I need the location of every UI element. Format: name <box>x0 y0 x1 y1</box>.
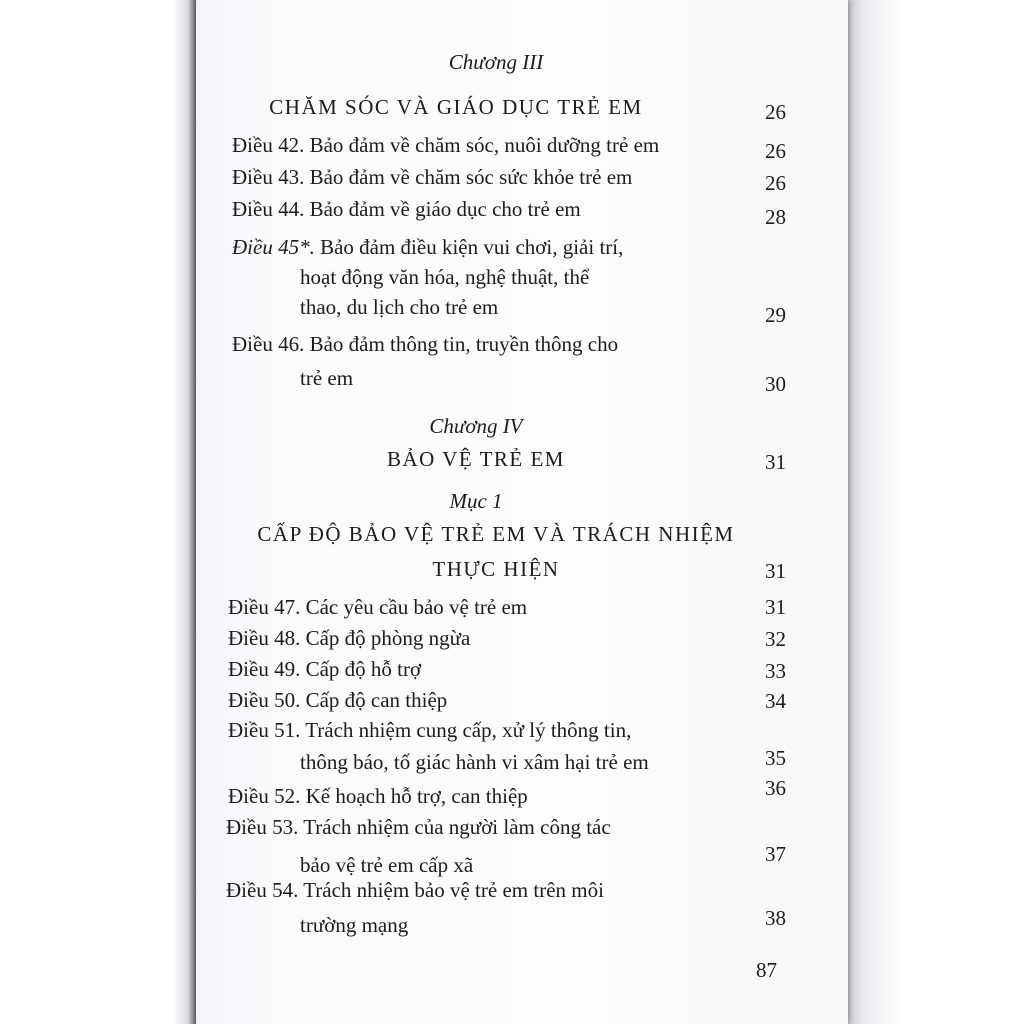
entry-page: 37 <box>765 842 786 866</box>
entry-label: Điều 45*. <box>232 235 315 259</box>
entry-page: 31 <box>765 595 786 619</box>
toc-entry-dieu-54[interactable] <box>226 880 604 901</box>
entry-title: Cấp độ hỗ trợ <box>305 657 422 681</box>
toc-entry-dieu-47[interactable] <box>228 597 527 618</box>
toc-entry-dieu-53[interactable] <box>226 817 611 838</box>
entry-page: 38 <box>765 906 786 930</box>
chapter-4-label: Chương IV <box>429 414 523 438</box>
entry-title: Cấp độ phòng ngừa <box>305 626 471 650</box>
entry-page: 32 <box>765 627 786 651</box>
toc-entry-dieu-50[interactable] <box>228 690 447 711</box>
entry-title-cont: trường mạng <box>300 913 409 937</box>
entry-label: Điều 48. <box>228 626 301 650</box>
toc-entry-dieu-51[interactable] <box>228 720 631 741</box>
section-1-title-cont: THỰC HIỆN <box>432 557 560 581</box>
entry-label: Điều 43. <box>232 165 305 189</box>
entry-label: Điều 47. <box>228 595 301 619</box>
entry-label: Điều 50. <box>228 688 301 712</box>
entry-title: Trách nhiệm bảo vệ trẻ em trên môi <box>303 878 604 902</box>
toc-entry-dieu-45[interactable] <box>232 237 623 258</box>
entry-page: 33 <box>765 659 786 683</box>
entry-title: Trách nhiệm cung cấp, xử lý thông tin, <box>305 718 632 742</box>
entry-title: Bảo đảm về chăm sóc sức khỏe trẻ em <box>309 165 633 189</box>
entry-label: Điều 52. <box>228 784 301 808</box>
entry-page: 26 <box>765 139 786 163</box>
entry-title: Trách nhiệm của người làm công tác <box>303 815 611 839</box>
toc-entry-dieu-49[interactable] <box>228 659 421 680</box>
entry-page: 30 <box>765 372 786 396</box>
entry-label: Điều 42. <box>232 133 305 157</box>
page-number: 87 <box>756 958 777 982</box>
entry-label: Điều 44. <box>232 197 305 221</box>
entry-page: 28 <box>765 205 786 229</box>
entry-label: Điều 54. <box>226 878 299 902</box>
entry-title: Các yêu cầu bảo vệ trẻ em <box>305 595 528 619</box>
section-1-page: 31 <box>765 559 786 583</box>
entry-label: Điều 46. <box>232 332 305 356</box>
entry-title: Bảo đảm điều kiện vui chơi, giải trí, <box>320 235 624 259</box>
section-1-title: CẤP ĐỘ BẢO VỆ TRẺ EM VÀ TRÁCH NHIỆM <box>257 522 735 546</box>
toc-entry-dieu-43[interactable] <box>232 167 632 188</box>
entry-page: 35 <box>765 746 786 770</box>
background-edge <box>848 0 1024 1024</box>
toc-entry-dieu-44[interactable] <box>232 199 581 220</box>
chapter-3-title: CHĂM SÓC VÀ GIÁO DỤC TRẺ EM <box>269 95 643 119</box>
entry-page: 36 <box>765 776 786 800</box>
toc-entry-dieu-48[interactable] <box>228 628 470 649</box>
entry-title-cont: trẻ em <box>300 366 354 390</box>
toc-entry-dieu-46[interactable] <box>232 334 618 355</box>
entry-label: Điều 49. <box>228 657 301 681</box>
entry-title-cont: thao, du lịch cho trẻ em <box>300 295 499 319</box>
entry-title: Kế hoạch hỗ trợ, can thiệp <box>305 784 528 808</box>
entry-label: Điều 51. <box>228 718 301 742</box>
book-page <box>196 0 848 1024</box>
entry-title: Cấp độ can thiệp <box>305 688 448 712</box>
entry-title-cont: thông báo, tố giác hành vi xâm hại trẻ em <box>300 750 649 774</box>
entry-title: Bảo đảm về chăm sóc, nuôi dưỡng trẻ em <box>309 133 660 157</box>
section-1-label: Mục 1 <box>449 489 503 513</box>
book-spine-shadow <box>0 0 196 1024</box>
toc-entry-dieu-42[interactable] <box>232 135 659 156</box>
entry-page: 34 <box>765 689 786 713</box>
entry-title: Bảo đảm về giáo dục cho trẻ em <box>309 197 581 221</box>
entry-title-cont: bảo vệ trẻ em cấp xã <box>300 853 474 877</box>
entry-label: Điều 53. <box>226 815 299 839</box>
entry-page: 26 <box>765 171 786 195</box>
entry-page: 29 <box>765 303 786 327</box>
chapter-3-label: Chương III <box>448 50 544 74</box>
chapter-4-page: 31 <box>765 450 786 474</box>
chapter-4-title: BẢO VỆ TRẺ EM <box>387 447 565 471</box>
entry-title-cont: hoạt động văn hóa, nghệ thuật, thể <box>300 265 590 289</box>
entry-title: Bảo đảm thông tin, truyền thông cho <box>309 332 619 356</box>
chapter-3-page: 26 <box>765 100 786 124</box>
toc-entry-dieu-52[interactable] <box>228 786 528 807</box>
